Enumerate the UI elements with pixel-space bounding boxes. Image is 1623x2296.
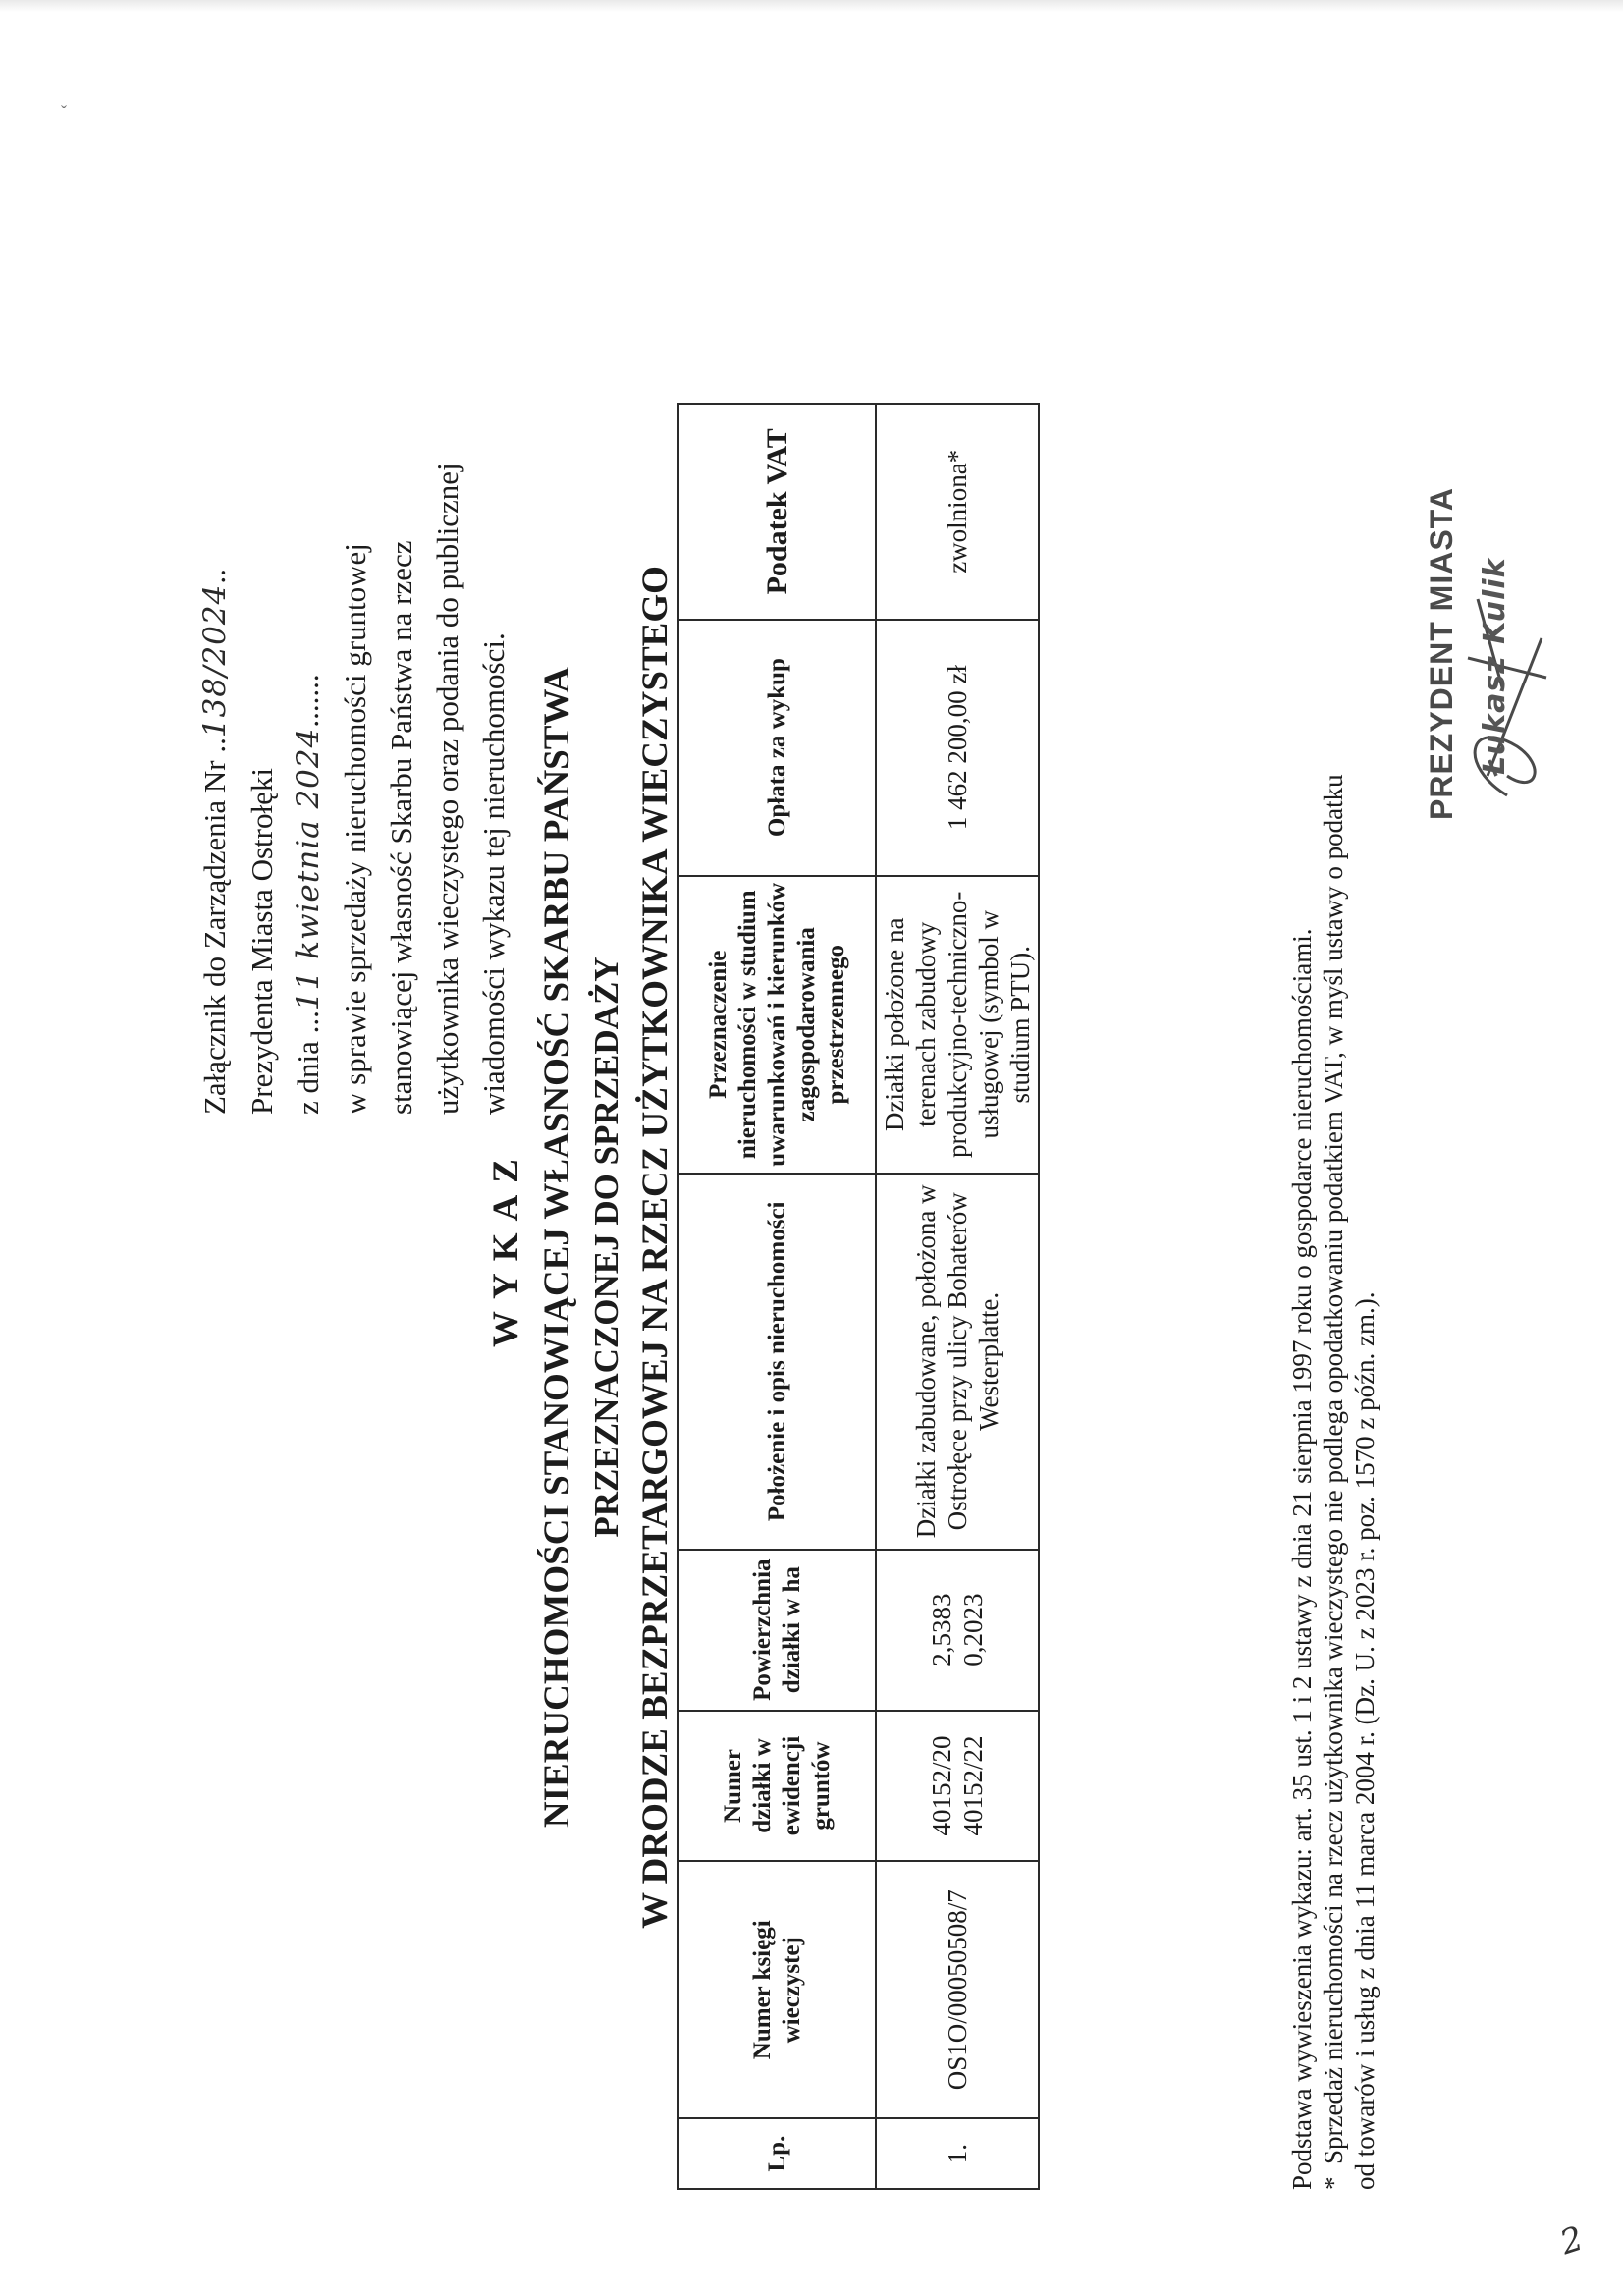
annex-line-4: w sprawie sprzedaży nieruchomości gruntowej	[338, 543, 372, 1115]
note-line-2: od towarów i usług z dnia 11 marca 2004 r. (Dz. U. z 2023 r. poz. 1570 z późn. zm.).	[1350, 1291, 1380, 2190]
table-header-row	[678, 404, 876, 2189]
cell-vat: zwolniona*	[876, 404, 1039, 620]
header-plot-number: Numer działki w ewidencji gruntów	[678, 1711, 876, 1862]
cell-fee: 1 462 200,00 zł	[876, 620, 1039, 876]
cell-purpose: Działki położone na terenach zabudowy produkcyjno-techniczno-usługowej (symbol w studium PTU).	[876, 876, 1039, 1174]
table-row	[876, 404, 1039, 2189]
header-purpose: Przeznaczenie nieruchomości w studium uwarunkowań i kierunków zagospodarowania przestrzennego	[678, 876, 876, 1174]
header-land-register: Numer księgi wieczystej	[678, 1861, 876, 2118]
title-line-3: PRZEZNACZONEJ DO SPRZEDAŻY	[587, 957, 625, 1538]
annex-header	[191, 191, 516, 1115]
title-line-4: W DRODZE BEZPRZETARGOWEJ NA RZECZ UŻYTKOWNIKA WIECZYSTEGO	[635, 566, 676, 1929]
cell-plot-number	[876, 1711, 1039, 1862]
plot-area-1: 2,5383	[927, 1593, 956, 1667]
legal-basis: Podstawa wywieszenia wykazu: art. 35 ust. 1 i 2 ustawy z dnia 21 sierpnia 1997 roku o gospodarce nieruchomościami.	[1287, 928, 1317, 2190]
cell-location: Działki zabudowane, położona w Ostrołęce przy ulicy Bohaterów Westerplatte.	[876, 1174, 1039, 1550]
annex-line-2: Prezydenta Miasta Ostrołęki	[244, 768, 279, 1115]
rotated-document	[128, 147, 1522, 2190]
cell-lp: 1.	[876, 2118, 1039, 2189]
cell-plot-area	[876, 1550, 1039, 1711]
page-number: 2	[1555, 2218, 1589, 2264]
header-location: Położenie i opis nieruchomości	[678, 1174, 876, 1550]
plot-area-2: 0,2023	[958, 1593, 988, 1667]
vat-note	[1318, 187, 1349, 2190]
note-marker: *	[1319, 2176, 1348, 2190]
annex-prefix: Załącznik do Zarządzenia Nr	[197, 760, 232, 1115]
annex-line-6: użytkownika wieczystego oraz podania do publicznej	[430, 463, 464, 1115]
document-title	[481, 481, 681, 2013]
handwritten-number: 138/2024	[197, 583, 233, 738]
annex-line-1: Załącznik do Zarządzenia Nr ..138/2024..	[197, 569, 233, 1115]
annex-date-prefix: z dnia	[291, 1041, 325, 1115]
scan-edge	[0, 0, 1623, 12]
title-wykaz: WYKAZ	[486, 1147, 526, 1347]
handwritten-date: 11 kwietnia 2024	[291, 727, 326, 1011]
title-line-2: NIERUCHOMOŚCI STANOWIĄCEJ WŁASNOŚĆ SKARBU PAŃSTWA	[537, 666, 577, 1829]
plot-number-1: 40152/20	[927, 1735, 956, 1836]
annex-line-7: wiadomości wykazu tej nieruchomości.	[476, 632, 511, 1115]
footer-notes	[1286, 187, 1380, 2190]
mayor-stamp: PREZYDENT MIASTA	[1424, 487, 1459, 820]
header-fee: Opłata za wykup	[678, 620, 876, 876]
annex-line-5: stanowiącej własność Skarbu Państwa na rzecz	[384, 540, 418, 1115]
cell-land-register: OS1O/00050508/7	[876, 1861, 1039, 2118]
plot-number-2: 40152/22	[958, 1735, 988, 1836]
note-line-1: Sprzedaż nieruchomości na rzecz użytkownika wieczystego nie podlega opodatkowaniu podatkiem VAT, w myśl ustawy o podatku	[1319, 774, 1348, 2164]
scan-speck: ˇ	[61, 102, 67, 122]
header-vat: Podatek VAT	[678, 404, 876, 620]
header-lp: Lp.	[678, 2118, 876, 2189]
header-plot-area: Powierzchnia działki w ha	[678, 1550, 876, 1711]
stamp-signatory-name: Łukasz Kulik	[1478, 557, 1512, 776]
annex-line-3: z dnia ...11 kwietnia 2024.......	[291, 674, 326, 1115]
property-table	[677, 403, 1040, 2190]
